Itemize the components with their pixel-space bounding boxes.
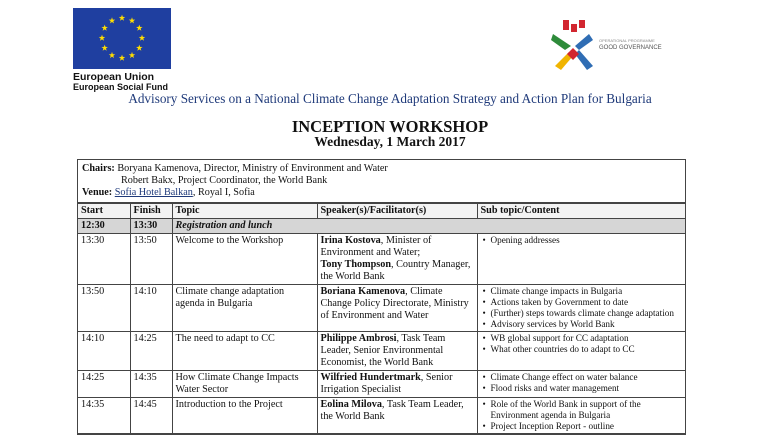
start-time: 13:50	[78, 285, 130, 332]
eu-logo	[73, 8, 173, 92]
subtopics	[477, 285, 685, 332]
finish-time: 14:10	[130, 285, 172, 332]
star-icon	[101, 25, 107, 31]
col-speaker: Speaker(s)/Facilitator(s)	[317, 204, 477, 219]
speakers	[317, 371, 477, 398]
eu-fund: European Social Fund	[73, 82, 169, 92]
list-item: • WB global support for CC adaptation	[491, 333, 683, 344]
start-time: 13:30	[78, 234, 130, 285]
star-icon	[109, 52, 115, 58]
list-item: • Climate change impacts in Bulgaria	[491, 286, 683, 297]
registration-label: Registration and lunch	[172, 219, 685, 234]
star-icon	[129, 52, 135, 58]
finish-time: 14:35	[130, 371, 172, 398]
venue-label: Venue:	[82, 187, 113, 198]
subtopics	[477, 371, 685, 398]
finish-time: 13:30	[130, 219, 172, 234]
list-item: • (Further) steps towards climate change adaptation	[491, 308, 683, 319]
star-icon	[119, 55, 125, 61]
list-item: • Climate Change effect on water balance	[491, 372, 683, 383]
star-icon	[129, 17, 135, 23]
table-row	[78, 219, 685, 234]
star-icon	[136, 45, 142, 51]
list-item: • What other countries do to adapt to CC	[491, 344, 683, 355]
star-icon	[109, 17, 115, 23]
agenda-grid	[78, 203, 685, 434]
star-icon	[139, 35, 145, 41]
list-item: • Role of the World Bank in support of the Environment agenda in Bulgaria	[491, 399, 683, 421]
finish-time: 14:45	[130, 398, 172, 434]
speakers	[317, 234, 477, 285]
speaker-role: , Climate Change Policy Directorate, Ministry of Environment and Water	[320, 286, 469, 321]
speaker-name: Boriana Kamenova	[320, 286, 406, 297]
speakers	[317, 332, 477, 371]
topic: The need to adapt to CC	[172, 332, 317, 371]
speakers	[317, 285, 477, 332]
start-time: 14:35	[78, 398, 130, 434]
speaker-name: Wilfried Hundertmark	[320, 372, 421, 383]
chairs-block	[78, 160, 685, 203]
subtopics	[477, 332, 685, 371]
start-time: 12:30	[78, 219, 130, 234]
document-subtitle: Advisory Services on a National Climate Change Adaptation Strategy and Action Plan for Bulgaria	[128, 91, 652, 106]
speakers	[317, 398, 477, 434]
eu-flag-icon	[73, 8, 171, 69]
start-time: 14:10	[78, 332, 130, 371]
star-icon	[119, 15, 125, 21]
speaker-name: Eolina Milova	[320, 399, 382, 410]
list-item: • Actions taken by Government to date	[491, 297, 683, 308]
col-topic: Topic	[172, 204, 317, 219]
finish-time: 14:25	[130, 332, 172, 371]
topic: How Climate Change Impacts Water Sector	[172, 371, 317, 398]
venue-link[interactable]: Sofia Hotel Balkan	[114, 187, 193, 198]
gg-small-text: OPERATIONAL PROGRAMME	[599, 38, 655, 43]
col-start: Start	[78, 204, 130, 219]
speaker-name: Philippe Ambrosi	[320, 333, 397, 344]
table-row	[78, 371, 685, 398]
topic: Welcome to the Workshop	[172, 234, 317, 285]
star-icon	[101, 45, 107, 51]
venue-rest: , Royal I, Sofia	[192, 187, 255, 198]
workshop-date: Wednesday, 1 March 2017	[314, 134, 466, 149]
table-row	[78, 398, 685, 434]
list-item: • Opening addresses	[491, 235, 683, 246]
header-row	[78, 204, 685, 219]
speaker-role: , Task Team Leader, the World Bank	[320, 399, 464, 422]
col-subtopic: Sub topic/Content	[477, 204, 685, 219]
gg-name: GOOD GOVERNANCE	[599, 45, 662, 51]
topic: Climate change adaptation agenda in Bulgaria	[172, 285, 317, 332]
finish-time: 13:50	[130, 234, 172, 285]
list-item: • Flood risks and water management	[491, 383, 683, 394]
good-governance-mark-icon	[549, 16, 597, 74]
table-row	[78, 285, 685, 332]
list-item: • Advisory services by World Bank	[491, 319, 683, 330]
list-item: • Project Inception Report - outline	[491, 421, 683, 432]
agenda-table	[77, 159, 686, 435]
eu-name: European Union	[73, 71, 155, 83]
speaker-role: , Minister of Environment and Water;	[320, 235, 432, 258]
table-row	[78, 332, 685, 371]
chair-2: Robert Bakx, Project Coordinator, the World Bank	[121, 175, 328, 186]
table-row	[78, 234, 685, 285]
subtopics	[477, 234, 685, 285]
star-icon	[99, 35, 105, 41]
chair-1: Boryana Kamenova, Director, Ministry of Environment and Water	[117, 163, 388, 174]
good-governance-logo	[549, 16, 669, 76]
start-time: 14:25	[78, 371, 130, 398]
speaker-role: , Senior Irrigation Specialist	[320, 372, 453, 395]
speaker-role: , Task Team Leader, Senior Environmental Economist, the World Bank	[320, 333, 446, 368]
topic: Introduction to the Project	[172, 398, 317, 434]
document-title: INCEPTION WORKSHOP	[291, 117, 489, 136]
star-icon	[136, 25, 142, 31]
speaker-name: Tony Thompson	[320, 259, 392, 270]
speaker-role: , Country Manager, the World Bank	[320, 259, 471, 282]
chairs-label: Chairs:	[82, 163, 115, 174]
col-finish: Finish	[130, 204, 172, 219]
speaker-name: Irina Kostova	[320, 235, 381, 246]
subtopics	[477, 398, 685, 434]
